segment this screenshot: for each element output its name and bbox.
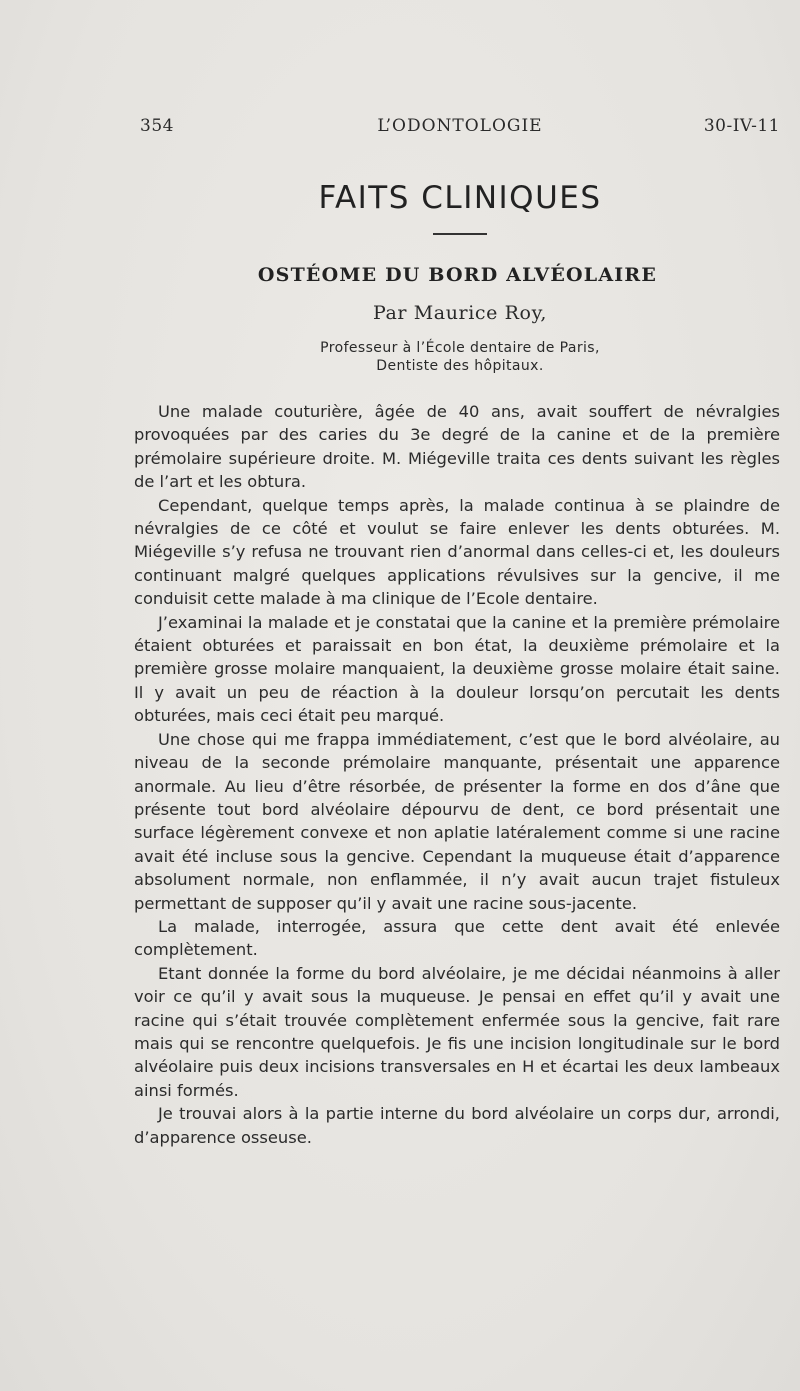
paragraph: Cependant, quelque temps après, la malade continua à se plaindre de névralgies de ce côté et voulut se faire enlever les dents obturées. M. Miégeville s’y refusa ne trouvant rien d’anormal dans celles-ci et, les douleurs continuant malgré quelques applications révulsives sur la gencive, il me conduisit cette malade à ma clinique de l’Ecole dentaire. [134,495,780,609]
paragraph: J’examinai la malade et je constatai que la canine et la première prémolaire étaient obturées et paraissait en bon état, la deuxième prémolaire et la première grosse molaire manquaient, la deuxième grosse molaire était saine. Il y avait un peu de réaction à la douleur lorsqu’on percutait les dents obturées, mais ceci était peu marqué. [134,612,780,726]
paragraph: Une malade couturière, âgée de 40 ans, avait souffert de névralgies provoquées par des caries du 3e degré de la canine et de la première prémolaire supérieure droite. M. Miégeville traita ces dents suivant les règles de l’art et les obtura. [134,402,780,492]
paragraph: Je trouvai alors à la partie interne du bord alvéolaire un corps dur, arrondi, d’apparence osseuse. [134,1104,780,1147]
author-affiliation: Professeur à l’École dentaire de Paris, [320,340,600,356]
author-byline: Par Maurice Roy, [372,302,548,324]
paragraph: Une chose qui me frappa immédiatement, c’est que le bord alvéolaire, au niveau de la seconde prémolaire manquante, présentait une apparence anormale. Au lieu d’être résorbée, de présenter la forme en dos d’âne que présente tout bord alvéolaire dépourvu de dent, ce bord présentait une surface légèrement convexe et non aplatie latéralement comme si une racine avait été incluse sous la gencive. Cependant la muqueuse était d’apparence absolument normale, non enflammée, il n’y avait aucun trajet fistuleux permettant de supposer qu’il y avait une racine sous-jacente. [134,729,780,913]
title-divider [433,233,487,235]
section-title: FAITS CLINIQUES [318,180,602,216]
article-title: OSTÉOME DU BORD ALVÉOLAIRE [257,264,658,286]
page-number: 354 [140,116,174,136]
paragraph: Etant donnée la forme du bord alvéolaire, je me décidai néanmoins à aller voir ce qu’il y avait sous la muqueuse. Je pensai en effet qu’il y avait une racine qui s’était trouvée complètement enfermée sous la gencive, fait rare mais qui se rencontre quelquefois. Je fis une incision longitudinale sur le bord alvéolaire puis deux incisions transversales en H et écartai les deux lambeaux ainsi formés. [134,963,780,1100]
paragraph: La malade, interrogée, assura que cette dent avait été enlevée complètement. [134,916,780,960]
running-header [140,116,780,140]
article-body [134,400,780,1149]
author-affiliation: Dentiste des hôpitaux. [376,358,544,374]
journal-name: L’ODONTOLOGIE [377,116,543,136]
issue-date: 30-IV-11 [703,116,780,136]
